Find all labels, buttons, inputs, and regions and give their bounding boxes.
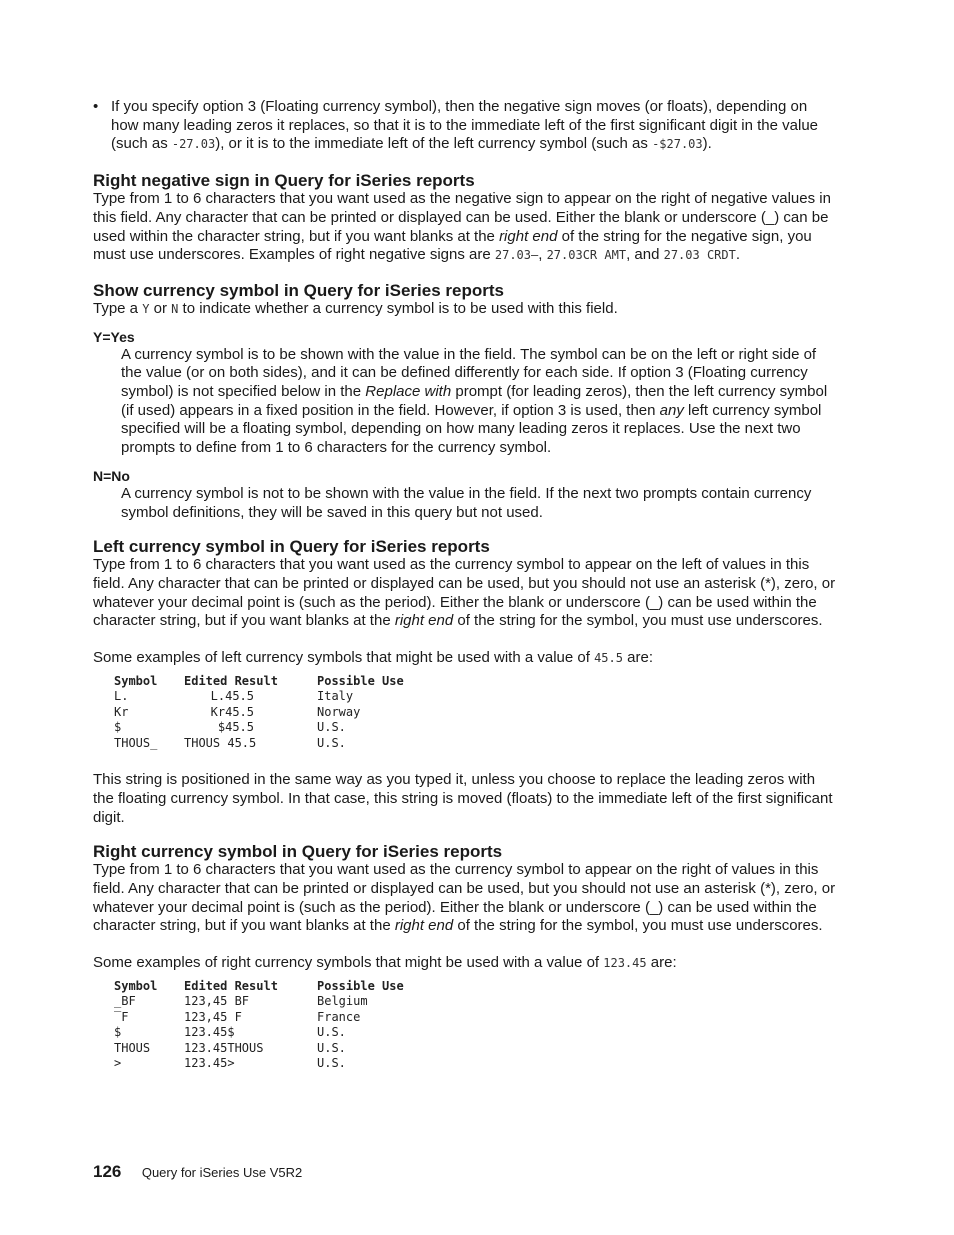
cell-edited-result: 123,45 BF <box>184 994 250 1009</box>
heading-left-currency-symbol: Left currency symbol in Query for iSeries reports <box>93 537 490 557</box>
cell-possible-use: U.S. <box>317 1056 346 1071</box>
cell-symbol: $ <box>114 720 122 735</box>
column-header-symbol: Symbol <box>114 673 158 688</box>
bullet-marker: • <box>93 98 99 115</box>
paragraph-left-currency-positioning: This string is positioned in the same way as you typed it, unless you choose to replace the leading zeros with the floating currency symbol. In that case, this string is moved (floats) to the immediate left of the first significant digit. <box>93 771 833 826</box>
cell-symbol: _BF <box>114 994 136 1009</box>
cell-possible-use: U.S. <box>317 1040 346 1055</box>
footer-title: Query for iSeries Use V5R2 <box>141 1165 303 1180</box>
cell-possible-use: France <box>317 1009 361 1024</box>
column-header-possible-use: Possible Use <box>317 673 404 688</box>
table-row <box>114 736 437 752</box>
cell-edited-result: 123,45 F <box>184 1009 242 1024</box>
table-row <box>114 720 437 736</box>
definition-term-no: N=No <box>93 467 130 484</box>
right-currency-examples-table <box>114 979 437 1072</box>
cell-symbol: ‾F <box>114 1009 129 1024</box>
cell-symbol: Kr <box>114 704 129 719</box>
bullet-item: • If you specify option 3 (Floating currency symbol), then the negative sign moves (or floats), depending on how many leading zeros it replaces, so that it is to the immediate left of the first significant digit in the value (such as -27.03), or it is to the immediate left of the left currency symbol (such as -$27.03). <box>93 98 819 153</box>
cell-symbol: $ <box>114 1025 122 1040</box>
definition-term-yes: Y=Yes <box>93 328 135 345</box>
column-header-symbol: Symbol <box>114 978 158 993</box>
cell-possible-use: U.S. <box>317 1025 346 1040</box>
page-number: 126 <box>93 1162 122 1181</box>
table-row <box>114 1056 437 1072</box>
paragraph-right-currency-symbol: Type from 1 to 6 characters that you want used as the currency symbol to appear on the right of values in this field. Any character that can be printed or displayed can be used, but you should not use an asterisk (*), zero, or whatever your decimal point is (such as the period). Either the blank or underscore (_) can be used within the character string, but if you want blanks at the right end of the string for the symbol, you must use underscores. <box>93 861 836 935</box>
cell-symbol: THOUS_ <box>114 735 158 750</box>
column-header-possible-use: Possible Use <box>317 978 404 993</box>
cell-edited-result: 123.45> <box>184 1056 235 1071</box>
table-row <box>114 1025 437 1041</box>
column-header-edited-result: Edited Result <box>184 978 278 993</box>
cell-edited-result: THOUS 45.5 <box>184 735 257 750</box>
cell-possible-use: U.S. <box>317 735 346 750</box>
heading-right-negative-sign: Right negative sign in Query for iSeries reports <box>93 171 475 191</box>
page-footer <box>93 1162 302 1182</box>
cell-edited-result: Kr45.5 <box>210 704 254 719</box>
column-header-edited-result: Edited Result <box>184 673 278 688</box>
cell-edited-result: 123.45$ <box>184 1025 235 1040</box>
table-header-row <box>114 979 437 995</box>
cell-possible-use: Italy <box>317 689 354 704</box>
table-row <box>114 705 437 721</box>
cell-symbol: L. <box>114 689 129 704</box>
definition-yes: A currency symbol is to be shown with the value in the field. The symbol can be on the left or right side of the value (or on both sides), and it can be defined differently for each side. If option 3 (Floating currency symbol) is not specified below in the Replace with prompt (for leading zeros), then the left currency symbol (if used) appears in a fixed position in the field. However, if option 3 is used, then any left currency symbol specified will be a floating symbol, depending on how many leading zeros it replaces. Use the next two prompts to define from 1 to 6 characters for the currency symbol. <box>121 345 828 457</box>
heading-show-currency-symbol: Show currency symbol in Query for iSeries reports <box>93 280 504 300</box>
cell-possible-use: Norway <box>317 704 361 719</box>
paragraph-show-currency-symbol: Type a Y or N to indicate whether a currency symbol is to be used with this field. <box>93 299 618 317</box>
table-row <box>114 1010 437 1026</box>
paragraph-right-negative-sign: Type from 1 to 6 characters that you want used as the negative sign to appear on the right of negative values in this field. Any character that can be printed or displayed can be used. Either the blank or underscore (_) can be used within the character string, but if you want blanks at the right end of the string for the negative sign, you must use underscores. Examples of right negative signs are 27.03–, 27.03CR AMT, and 27.03 CRDT. <box>93 190 831 264</box>
page-content <box>93 98 838 1072</box>
table-row <box>114 994 437 1010</box>
heading-right-currency-symbol: Right currency symbol in Query for iSeries reports <box>93 842 503 862</box>
cell-edited-result: $45.5 <box>217 720 254 735</box>
table-row <box>114 689 437 705</box>
paragraph-right-examples-intro: Some examples of right currency symbols that might be used with a value of 123.45 are: <box>93 954 677 972</box>
cell-possible-use: Belgium <box>317 994 368 1009</box>
left-currency-examples-table <box>114 674 437 752</box>
paragraph-left-currency-symbol: Type from 1 to 6 characters that you want used as the currency symbol to appear on the left of values in this field. Any character that can be printed or displayed can be used, but you should not use an asterisk (*), zero, or whatever your decimal point is (such as the period). Either the blank or underscore (_) can be used within the character string, but if you want blanks at the right end of the string for the symbol, you must use underscores. <box>93 556 836 630</box>
cell-symbol: > <box>114 1056 122 1071</box>
table-header-row <box>114 674 437 690</box>
definition-no: A currency symbol is not to be shown with the value in the field. If the next two prompts contain currency symbol definitions, they will be saved in this query but not used. <box>121 484 812 521</box>
cell-edited-result: 123.45THOUS <box>184 1040 264 1055</box>
table-row <box>114 1041 437 1057</box>
cell-edited-result: L.45.5 <box>210 689 254 704</box>
paragraph-left-examples-intro: Some examples of left currency symbols that might be used with a value of 45.5 are: <box>93 649 653 667</box>
cell-symbol: THOUS <box>114 1040 151 1055</box>
cell-possible-use: U.S. <box>317 720 346 735</box>
